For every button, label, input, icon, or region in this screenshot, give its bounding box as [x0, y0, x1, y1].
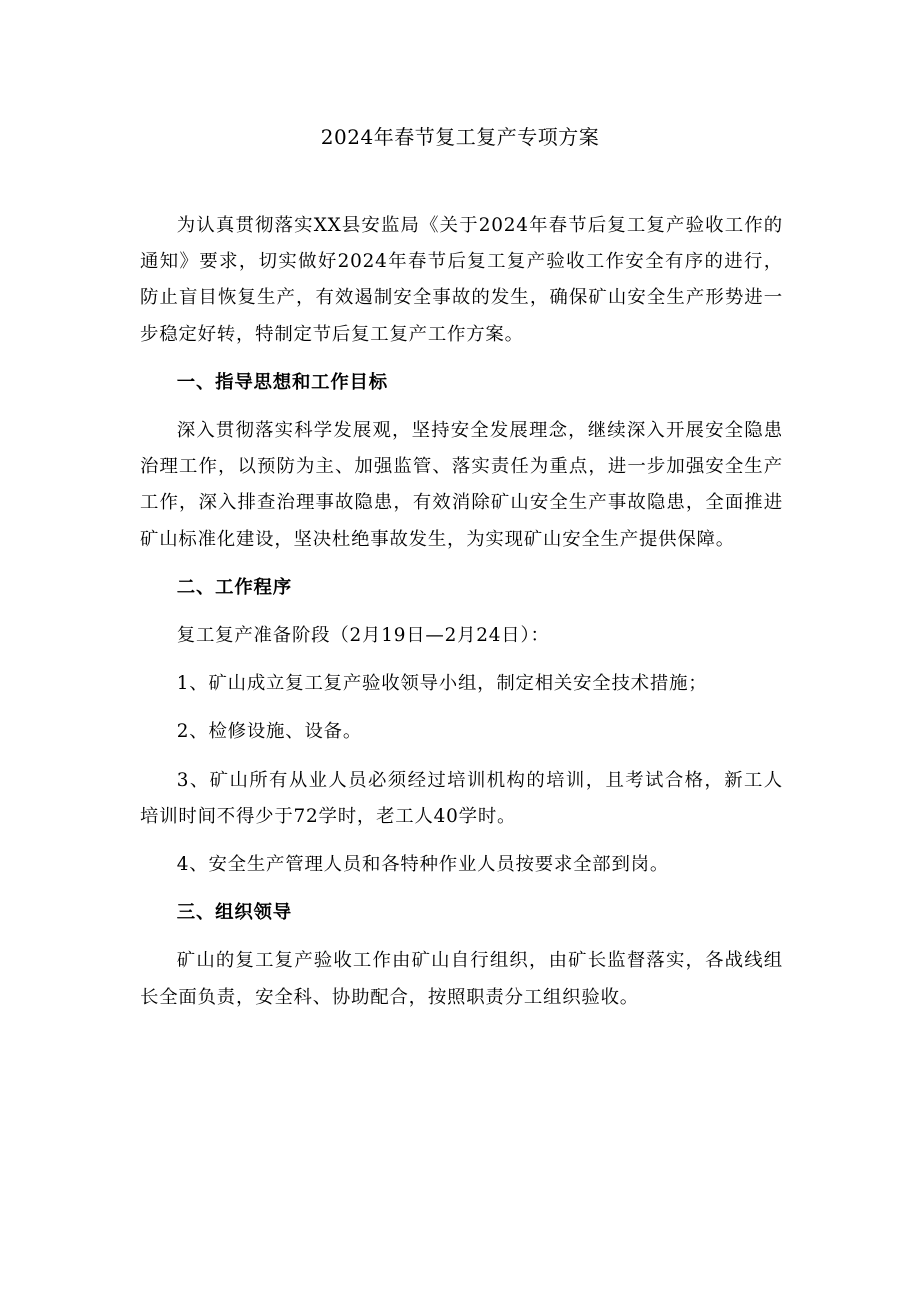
section-3-paragraph: 矿山的复工复产验收工作由矿山自行组织，由矿长监督落实，各战线组长全面负责，安全科、协助配合，按照职责分工组织验收。 [140, 950, 783, 1008]
list-item: 3、矿山所有从业人员必须经过培训机构的培训，且考试合格，新工人培训时间不得少于72学时，老工人40学时。 [140, 769, 783, 827]
list-item: 1、矿山成立复工复产验收领导小组，制定相关安全技术措施； [176, 673, 708, 695]
section-2-stage: 复工复产准备阶段（2月19日—2月24日）： [176, 625, 550, 647]
section-1-paragraph: 深入贯彻落实科学发展观，坚持安全发展理念，继续深入开展安全隐患治理工作，以预防为主、加强监管、落实责任为重点，进一步加强安全生产工作，深入排查治理事故隐患，有效消除矿山安全生产事故隐患，全面推进矿山标准化建设，坚决杜绝事故发生，为实现矿山安全生产提供保障。 [140, 420, 783, 550]
list-item: 2、检修设施、设备。 [176, 721, 363, 743]
list-item: 4、安全生产管理人员和各特种作业人员按要求全部到岗。 [176, 854, 670, 876]
document-body [140, 208, 783, 1016]
intro-paragraph: 为认真贯彻落实XX县安监局《关于2024年春节后复工复产验收工作的通知》要求，切实做好2024年春节后复工复产验收工作安全有序的进行，防止盲目恢复生产，有效遏制安全事故的发生，确保矿山安全生产形势进一步稳定好转，特制定节后复工复产工作方案。 [140, 215, 783, 345]
section-2-heading: 二、工作程序 [176, 576, 292, 598]
section-1-heading: 一、指导思想和工作目标 [176, 371, 388, 393]
document-title: 2024年春节复工复产专项方案 [320, 125, 600, 149]
section-3-heading: 三、组织领导 [176, 902, 292, 924]
